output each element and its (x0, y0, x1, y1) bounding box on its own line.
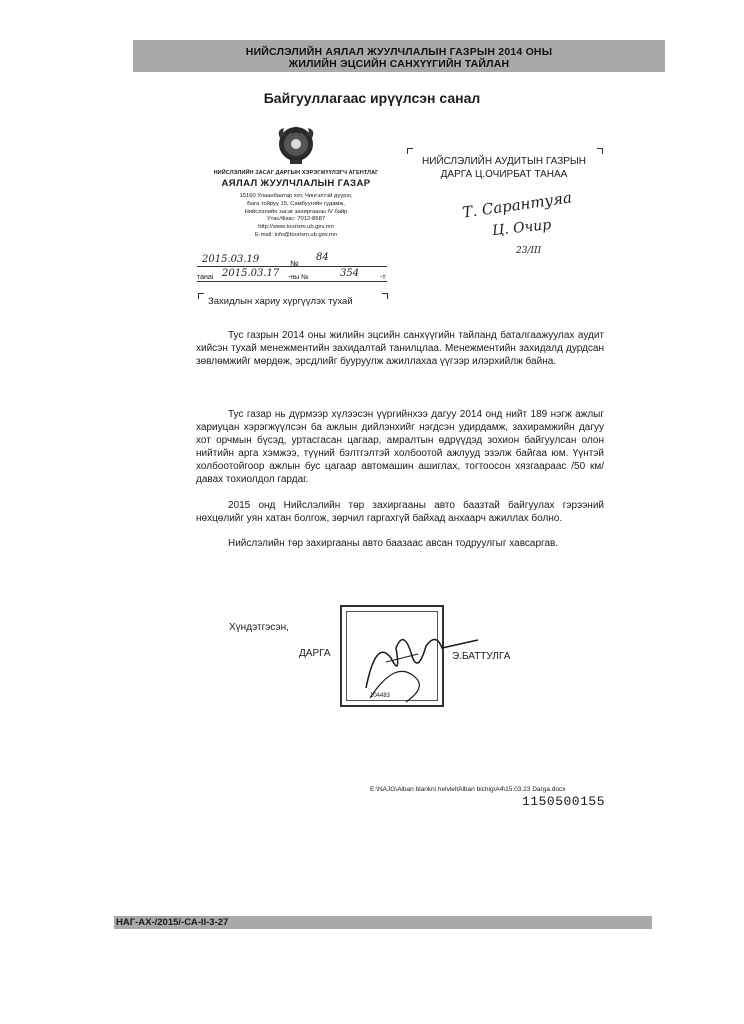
signature-icon (346, 618, 486, 708)
file-path: E:\NAJG\Alban blankni helvleltAlban bichig\A4\15.03.23 Darga.docx (370, 786, 566, 793)
addressee-line-2: ДАРГА Ц.ОЧИРБАТ ТАНАА (440, 169, 568, 180)
document-title: Байгууллагаас ирүүлсэн санал (263, 90, 481, 106)
reply-number: 354 (340, 268, 360, 279)
footer-code: НАГ-АХ-/2015/-СА-II-3-27 (116, 917, 229, 928)
body-paragraph-2: Тус газар нь дүрмээр хүлээсэн үүргийнхээ дагуу 2014 онд нийт 189 нэгж ажлыг хариуцан хэрэгжүүлсэн ба ажлын дийлэнхийг нэгдсэн удирдамж, захирамжийн дагуу хот орчмын бүсэд, уртасгасан цагаар, амралтын өдрүүдэд зохион байгуулсан олон нийтийн арга хэмжээ, түүний бэлтгэлтэй холбоотой ажлууд эзэлж байгаа юм. Үүнтэй холбоотойгоор ажлын бус цагаар автомашин ашиглах, тогтоосон хязгаараас /50 км/ давах тохиолдол гардаг. (196, 409, 604, 485)
reference-date: 2015.03.19 (202, 254, 260, 265)
address-line: Бага тойруу 15, Самбуугийн гудамж, (247, 200, 345, 207)
report-header-band (133, 40, 665, 72)
addressee-line-1: НИЙСЛЭЛИЙН АУДИТЫН ГАЗРЫН (422, 156, 586, 167)
sender-letterhead (196, 170, 396, 240)
subject-corner-right (382, 293, 388, 299)
signatory-position: ДАРГА (299, 648, 331, 659)
signatory-name: Э.БАТТУЛГА (452, 651, 511, 662)
government-agency: НИЙСЛЭЛИЙН ЗАСАГ ДАРГЫН ХЭРЭГЖҮҮЛЭГЧ АГЕНТЛАГ (213, 170, 379, 176)
report-header-line-2: ЖИЛИЙН ЭЦСИЙН САНХҮҮГИЙН ТАЙЛАН (288, 58, 510, 70)
addressee-block (404, 155, 604, 181)
handwritten-note-line-1: Т. Сарантуяа (461, 188, 573, 222)
subject-line: Захидлын хариу хүргүүлэх тухай (208, 296, 353, 307)
reply-date: 2015.03.17 (222, 268, 280, 279)
phone-fax: Утас/Факс: 7012-8687 (266, 216, 326, 223)
address-line: 15160 Улаанбаатар хот, Чингэлтэй дүүрэг, (239, 193, 353, 199)
serial-number: 1150500155 (522, 794, 606, 809)
addressee-corner-top-right (597, 148, 603, 154)
closing-salutation: Хүндэтгэсэн, (229, 622, 289, 633)
email: E-mail: info@tourism.ub.gov.mn (254, 231, 338, 238)
addressee-corner-top-left (407, 148, 413, 154)
address-line: Нийслэлийн засаг захиргааны IV байр (244, 208, 348, 215)
reference-number-label: № (290, 259, 299, 268)
reply-prefix: танаі (197, 274, 214, 281)
handwritten-note-line-2: Ц. Очир (491, 216, 552, 240)
reply-number-label: -ны № (288, 274, 309, 281)
subject-corner-left (198, 293, 204, 299)
reference-number: 84 (316, 252, 329, 263)
handwritten-note-date: 23/III (516, 246, 542, 256)
state-emblem-icon (274, 120, 318, 166)
website: http://www.tourism.ub.gov.mn (258, 224, 334, 231)
stamp-code: 104483 (370, 693, 391, 699)
body-paragraph-1: Тус газрын 2014 оны жилийн эцсийн санхүүгийн тайланд баталгаажуулах аудит хийсэн тухай менежментийн захидалтай танилцлаа. Менежментийн захидалд дурдсан зөвлөмжийг мөрдөж, эрсдлийг бууруулж ажиллахаа үүгээр илэрхийлж байна. (196, 330, 604, 367)
reply-reference-line (197, 281, 387, 282)
body-paragraph-4: Нийслэлийн төр захиргааны авто баазаас авсан тодруулгыг хавсаргав. (228, 538, 559, 549)
body-paragraph-3: 2015 онд Нийслэлийн төр захиргааны авто баазтай байгуулах гэрээний нөхцөлийг уян хатан болгож, зөрчил гаргахгүй байхад анхаарч ажиллах болно. (196, 500, 604, 524)
organization-name: АЯЛАЛ ЖУУЛЧЛАЛЫН ГАЗАР (221, 178, 371, 189)
report-header-line-1: НИЙСЛЭЛИЙН АЯЛАЛ ЖУУЛЧЛАЛЫН ГАЗРЫН 2014 ОНЫ (245, 46, 553, 58)
footer-band (114, 916, 652, 929)
reply-suffix: -т (380, 274, 386, 281)
